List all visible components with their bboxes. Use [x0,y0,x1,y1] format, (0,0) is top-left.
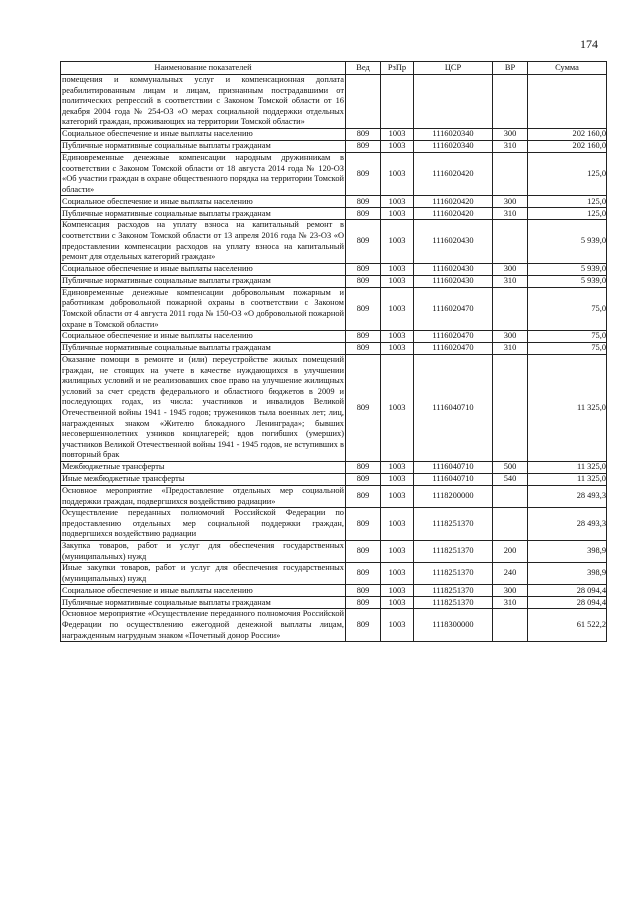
row-name: Единовременные денежные компенсации народным дружинникам в соответствии с Законом Томской области от 18 августа 2014 года № 120-ОЗ «Об участии граждан в охране общественного порядка на территории Томской области» [61,152,346,195]
row-csr: 1118251370 [414,563,493,585]
row-vr: 310 [493,597,528,609]
row-sum: 61 522,2 [528,609,607,642]
table-row [61,474,607,486]
row-csr: 1118251370 [414,597,493,609]
table-row [61,331,607,343]
row-ved: 809 [346,563,381,585]
row-rzpr: 1003 [381,541,414,563]
row-sum: 28 094,4 [528,585,607,597]
row-sum: 28 493,3 [528,486,607,508]
budget-table [60,61,607,642]
row-ved: 809 [346,508,381,541]
table-row [61,585,607,597]
row-name: Оказание помощи в ремонте и (или) переустройстве жилых помещений граждан, не стоящих на учете в качестве нуждающихся в улучшении жилищных условий и не реализовавших свое право на улучшение жилищных условий за счет средств федерального и областного бюджетов в 2009 и последующих годах, из числа: участников и инвалидов Великой Отечественной войны 1941 - 1945 годов; тружеников тыла военных лет; лиц, награжденных знаком «Жителю блокадного Ленинграда»; бывших несовершеннолетних узников концлагерей; вдов погибших (умерших) участников Великой Отечественной войны 1941 - 1945 годов, не вступивших в повторный брак [61,355,346,462]
header-name: Наименование показателей [61,62,346,75]
row-vr [493,287,528,330]
row-ved: 809 [346,597,381,609]
row-ved: 809 [346,609,381,642]
row-ved: 809 [346,462,381,474]
row-csr: 1116040710 [414,355,493,462]
row-sum: 398,9 [528,541,607,563]
row-vr: 310 [493,208,528,220]
row-rzpr: 1003 [381,287,414,330]
row-csr: 1118251370 [414,541,493,563]
row-sum: 11 325,0 [528,462,607,474]
row-sum: 398,9 [528,563,607,585]
row-csr: 1118251370 [414,508,493,541]
row-sum: 11 325,0 [528,355,607,462]
page-number: 174 [580,37,598,51]
table-row [61,128,607,140]
row-ved: 809 [346,275,381,287]
row-sum: 75,0 [528,343,607,355]
row-vr [493,220,528,263]
row-name: Публичные нормативные социальные выплаты гражданам [61,208,346,220]
row-name: Социальное обеспечение и иные выплаты населению [61,585,346,597]
header-ved: Вед [346,62,381,75]
table-row [61,541,607,563]
row-ved: 809 [346,541,381,563]
row-rzpr: 1003 [381,140,414,152]
row-csr: 1118300000 [414,609,493,642]
row-rzpr: 1003 [381,585,414,597]
row-csr: 1116020430 [414,275,493,287]
row-ved: 809 [346,152,381,195]
row-ved: 809 [346,331,381,343]
row-ved: 809 [346,140,381,152]
row-csr: 1116040710 [414,462,493,474]
row-vr [493,355,528,462]
row-name: Публичные нормативные социальные выплаты гражданам [61,140,346,152]
row-vr: 540 [493,474,528,486]
row-name: Единовременные денежные компенсации добровольным пожарным и работникам добровольной пожарной охраны в соответствии с Законом Томской области от 4 августа 2011 года № 150-ОЗ «О добровольной пожарной охране в Томской области» [61,287,346,330]
row-name: Межбюджетные трансферты [61,462,346,474]
row-csr: 1116020420 [414,208,493,220]
row-sum: 28 094,4 [528,597,607,609]
row-rzpr: 1003 [381,275,414,287]
row-csr: 1116020340 [414,140,493,152]
row-csr: 1116040710 [414,474,493,486]
row-ved: 809 [346,220,381,263]
row-name: Публичные нормативные социальные выплаты гражданам [61,275,346,287]
row-name: Публичные нормативные социальные выплаты гражданам [61,597,346,609]
row-vr [493,486,528,508]
row-sum: 125,0 [528,152,607,195]
row-sum: 11 325,0 [528,474,607,486]
table-header-row [61,62,607,75]
row-vr: 300 [493,585,528,597]
row-vr: 240 [493,563,528,585]
table-row [61,220,607,263]
row-rzpr: 1003 [381,343,414,355]
table-row [61,196,607,208]
row-sum: 125,0 [528,196,607,208]
row-name: Основное мероприятие «Осуществление переданного полномочия Российской Федерации по осуществлению ежегодной денежной выплаты лицам, награжденным нагрудным знаком «Почетный донор России» [61,609,346,642]
row-name: Осуществление переданных полномочий Российской Федерации по предоставлению отдельных мер социальной поддержки граждан, подвергшихся воздействию радиации [61,508,346,541]
row-rzpr: 1003 [381,208,414,220]
row-vr: 300 [493,196,528,208]
table-row [61,75,607,129]
row-name: Компенсация расходов на уплату взноса на капитальный ремонт в соответствии с Законом Томской области от 13 апреля 2016 года № 23-ОЗ «О предоставлении компенсации расходов на уплату взноса на капитальный ремонт для отдельных категорий граждан» [61,220,346,263]
row-vr: 300 [493,331,528,343]
row-ved: 809 [346,343,381,355]
row-rzpr: 1003 [381,355,414,462]
row-vr [493,75,528,129]
row-ved: 809 [346,263,381,275]
row-rzpr: 1003 [381,508,414,541]
row-rzpr: 1003 [381,331,414,343]
header-sum: Сумма [528,62,607,75]
row-sum: 28 493,3 [528,508,607,541]
row-sum: 125,0 [528,208,607,220]
row-vr [493,508,528,541]
table-row [61,609,607,642]
row-sum: 5 939,0 [528,220,607,263]
row-rzpr: 1003 [381,263,414,275]
table-row [61,208,607,220]
row-sum: 5 939,0 [528,263,607,275]
row-vr: 300 [493,263,528,275]
row-csr: 1116020430 [414,220,493,263]
row-vr: 500 [493,462,528,474]
table-row [61,140,607,152]
row-vr: 310 [493,343,528,355]
row-csr: 1116020420 [414,152,493,195]
row-name: помещения и коммунальных услуг и компенсационная доплата реабилитированным лицам и лицам, признанным пострадавшими от политических репрессий в соответствии с Законом Томской области от 16 декабря 2004 года № 254-ОЗ «О мерах социальной поддержки отдельных категорий граждан, проживающих на территории Томской области» [61,75,346,129]
table-row [61,343,607,355]
row-ved: 809 [346,355,381,462]
row-name: Социальное обеспечение и иные выплаты населению [61,128,346,140]
row-sum: 202 160,0 [528,140,607,152]
row-ved: 809 [346,287,381,330]
row-ved: 809 [346,196,381,208]
row-rzpr: 1003 [381,563,414,585]
row-ved: 809 [346,474,381,486]
row-sum: 75,0 [528,331,607,343]
row-csr: 1118251370 [414,585,493,597]
row-vr: 200 [493,541,528,563]
row-rzpr: 1003 [381,486,414,508]
table-row [61,597,607,609]
row-rzpr: 1003 [381,128,414,140]
row-csr: 1116020340 [414,128,493,140]
row-name: Иные закупки товаров, работ и услуг для обеспечения государственных (муниципальных) нужд [61,563,346,585]
row-name: Социальное обеспечение и иные выплаты населению [61,263,346,275]
row-vr [493,609,528,642]
row-rzpr: 1003 [381,220,414,263]
row-sum [528,75,607,129]
row-rzpr: 1003 [381,609,414,642]
row-ved: 809 [346,486,381,508]
row-rzpr: 1003 [381,597,414,609]
table-row [61,287,607,330]
row-ved: 809 [346,128,381,140]
row-ved: 809 [346,208,381,220]
row-ved [346,75,381,129]
row-csr: 1116020470 [414,331,493,343]
row-csr: 1116020470 [414,287,493,330]
row-name: Основное мероприятие «Предоставление отдельных мер социальной поддержки граждан, подвергшихся воздействию радиации» [61,486,346,508]
row-name: Закупка товаров, работ и услуг для обеспечения государственных (муниципальных) нужд [61,541,346,563]
row-sum: 75,0 [528,287,607,330]
table-row [61,508,607,541]
row-name: Социальное обеспечение и иные выплаты населению [61,331,346,343]
row-name: Социальное обеспечение и иные выплаты населению [61,196,346,208]
table-row [61,563,607,585]
row-sum: 5 939,0 [528,275,607,287]
table-row [61,486,607,508]
table-body [61,75,607,642]
row-vr: 310 [493,275,528,287]
row-csr: 1116020420 [414,196,493,208]
row-ved: 809 [346,585,381,597]
row-csr [414,75,493,129]
row-vr: 310 [493,140,528,152]
table-row [61,275,607,287]
row-name: Публичные нормативные социальные выплаты гражданам [61,343,346,355]
row-rzpr: 1003 [381,474,414,486]
table-row [61,263,607,275]
table-row [61,462,607,474]
row-csr: 1116020430 [414,263,493,275]
row-rzpr: 1003 [381,462,414,474]
row-rzpr: 1003 [381,152,414,195]
row-name: Иные межбюджетные трансферты [61,474,346,486]
header-rzpr: РзПр [381,62,414,75]
row-rzpr [381,75,414,129]
row-sum: 202 160,0 [528,128,607,140]
table-row [61,152,607,195]
header-csr: ЦСР [414,62,493,75]
table-row [61,355,607,462]
row-csr: 1118200000 [414,486,493,508]
row-csr: 1116020470 [414,343,493,355]
header-vr: ВР [493,62,528,75]
row-rzpr: 1003 [381,196,414,208]
row-vr [493,152,528,195]
row-vr: 300 [493,128,528,140]
